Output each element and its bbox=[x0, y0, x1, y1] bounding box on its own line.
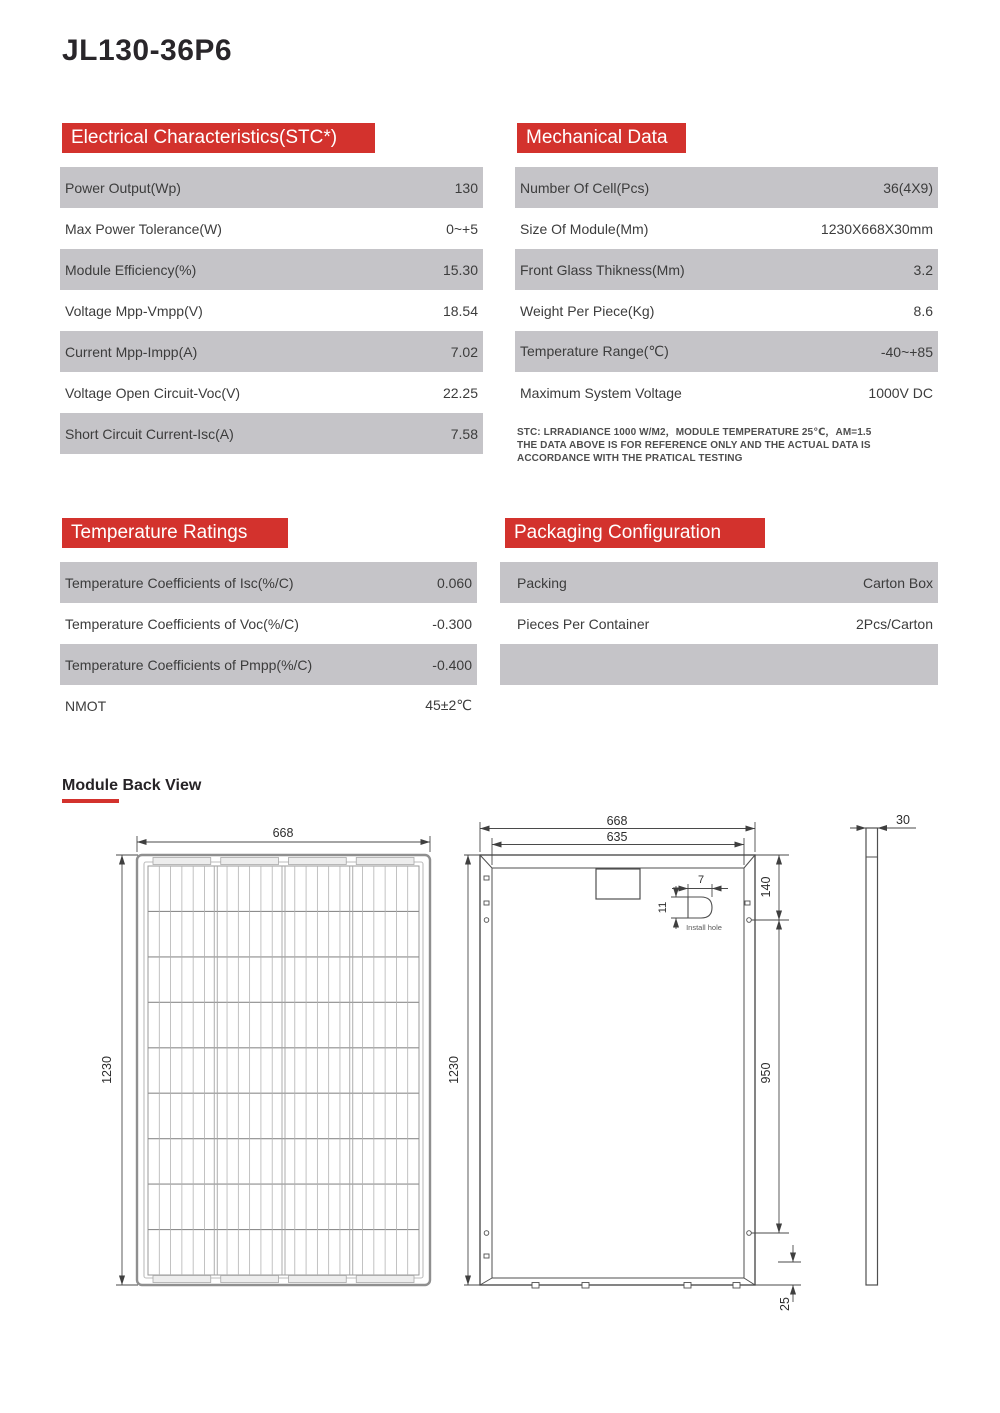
row-value: -0.400 bbox=[432, 656, 472, 673]
row-label: Voltage Mpp-Vmpp(V) bbox=[65, 302, 203, 319]
table-row bbox=[500, 644, 938, 685]
header-mechanical bbox=[517, 123, 686, 153]
left-view bbox=[100, 826, 430, 1285]
back-height-label: 1230 bbox=[447, 1056, 461, 1084]
row-label: Number Of Cell(Pcs) bbox=[520, 179, 650, 196]
row-label: Weight Per Piece(Kg) bbox=[520, 302, 655, 319]
row-value: -40~+85 bbox=[880, 343, 933, 360]
row-label: Current Mpp-Impp(A) bbox=[65, 343, 198, 360]
stc-note-line: STC: LRRADIANCE 1000 W/M2，MODULE TEMPERATURE 25℃，AM=1.5 bbox=[517, 427, 872, 438]
hole-width-label: 7 bbox=[697, 874, 705, 886]
row-label: Module Efficiency(%) bbox=[65, 261, 197, 278]
row-label: Max Power Tolerance(W) bbox=[65, 220, 222, 237]
row-value: 22.25 bbox=[442, 384, 478, 401]
row-value: 15.30 bbox=[442, 261, 478, 278]
table-row bbox=[60, 603, 477, 644]
table-row bbox=[515, 167, 938, 208]
top-hole-offset-label: 140 bbox=[759, 876, 773, 898]
drawing-heading: Module Back View bbox=[62, 777, 202, 794]
row-value: 1000V DC bbox=[868, 384, 933, 401]
stc-note-line: THE DATA ABOVE IS FOR REFERENCE ONLY AND THE ACTUAL DATA IS bbox=[517, 440, 871, 451]
module-back-view-drawing bbox=[60, 805, 960, 1330]
left-height-label: 1230 bbox=[100, 1056, 114, 1084]
electrical-table bbox=[60, 167, 483, 454]
table-row bbox=[60, 372, 483, 413]
row-label: Temperature Coefficients of Pmpp(%/C) bbox=[65, 656, 313, 673]
row-label: Temperature Coefficients of Voc(%/C) bbox=[65, 615, 299, 632]
row-value: 45±2℃ bbox=[425, 697, 472, 713]
row-label: Voltage Open Circuit-Voc(V) bbox=[65, 384, 241, 401]
table-row bbox=[515, 372, 938, 413]
row-value: 7.58 bbox=[450, 425, 478, 442]
back-view bbox=[447, 814, 801, 1311]
row-label: Packing bbox=[517, 574, 567, 591]
side-view bbox=[850, 813, 916, 1285]
stc-note-line: ACCORDANCE WITH THE PRATICAL TESTING bbox=[517, 453, 743, 464]
frame-outer bbox=[480, 855, 755, 1285]
drawing-heading-underline bbox=[62, 799, 119, 803]
mechanical-table bbox=[515, 167, 938, 413]
page-title: JL130-36P6 bbox=[62, 34, 233, 67]
hole-height-label: 11 bbox=[657, 901, 669, 914]
table-row bbox=[60, 290, 483, 331]
row-value: 130 bbox=[454, 179, 478, 196]
table-row bbox=[60, 685, 477, 726]
row-value: 18.54 bbox=[442, 302, 478, 319]
table-row bbox=[60, 562, 477, 603]
table-row bbox=[60, 249, 483, 290]
hole-spacing-label: 950 bbox=[759, 1062, 773, 1084]
table-row bbox=[60, 167, 483, 208]
table-row bbox=[515, 290, 938, 331]
row-value: 7.02 bbox=[450, 343, 478, 360]
back-outer-width-label: 668 bbox=[606, 814, 628, 828]
side-thickness-label: 30 bbox=[896, 813, 910, 827]
table-row bbox=[60, 413, 483, 454]
table-row bbox=[60, 644, 477, 685]
row-label: NMOT bbox=[65, 697, 107, 714]
row-label: Short Circuit Current-Isc(A) bbox=[65, 425, 234, 442]
table-row bbox=[515, 249, 938, 290]
junction-box bbox=[596, 869, 640, 899]
row-value: Carton Box bbox=[862, 574, 933, 591]
module-frame-outline bbox=[137, 855, 430, 1285]
row-value: 3.2 bbox=[913, 261, 933, 278]
table-row bbox=[515, 331, 938, 372]
row-value: 0.060 bbox=[436, 574, 472, 591]
row-label: Pieces Per Container bbox=[517, 615, 650, 632]
row-value: 0~+5 bbox=[446, 220, 478, 237]
table-row bbox=[500, 603, 938, 644]
left-width-label: 668 bbox=[272, 826, 294, 840]
back-inner-width-label: 635 bbox=[606, 830, 628, 844]
packaging-table bbox=[500, 562, 938, 685]
row-value: 8.6 bbox=[913, 302, 933, 319]
row-value: 36(4X9) bbox=[883, 179, 933, 196]
header-temperature-label: Temperature Ratings bbox=[71, 522, 248, 543]
header-temperature bbox=[62, 518, 288, 548]
row-value: 1230X668X30mm bbox=[820, 220, 933, 237]
table-row bbox=[60, 208, 483, 249]
stc-note bbox=[517, 426, 941, 465]
row-label: Temperature Range(℃) bbox=[520, 343, 669, 359]
row-label: Power Output(Wp) bbox=[65, 179, 181, 196]
temperature-table bbox=[60, 562, 477, 726]
row-label: Temperature Coefficients of Isc(%/C) bbox=[65, 574, 294, 591]
header-electrical-label: Electrical Characteristics(STC*) bbox=[71, 127, 338, 148]
table-row bbox=[515, 208, 938, 249]
row-label: Size Of Module(Mm) bbox=[520, 220, 649, 237]
header-packaging-label: Packaging Configuration bbox=[514, 522, 722, 543]
table-row bbox=[60, 331, 483, 372]
bottom-offset-label: 25 bbox=[778, 1297, 792, 1311]
profile-bar bbox=[866, 828, 878, 1285]
row-label: Front Glass Thikness(Mm) bbox=[520, 261, 685, 278]
table-row bbox=[500, 562, 938, 603]
header-mechanical-label: Mechanical Data bbox=[526, 127, 668, 148]
install-hole-label: Install hole bbox=[686, 923, 722, 932]
row-label: Maximum System Voltage bbox=[520, 384, 682, 401]
row-value: -0.300 bbox=[432, 615, 472, 632]
header-packaging bbox=[505, 518, 765, 548]
row-value: 2Pcs/Carton bbox=[855, 615, 933, 632]
header-electrical bbox=[62, 123, 375, 153]
